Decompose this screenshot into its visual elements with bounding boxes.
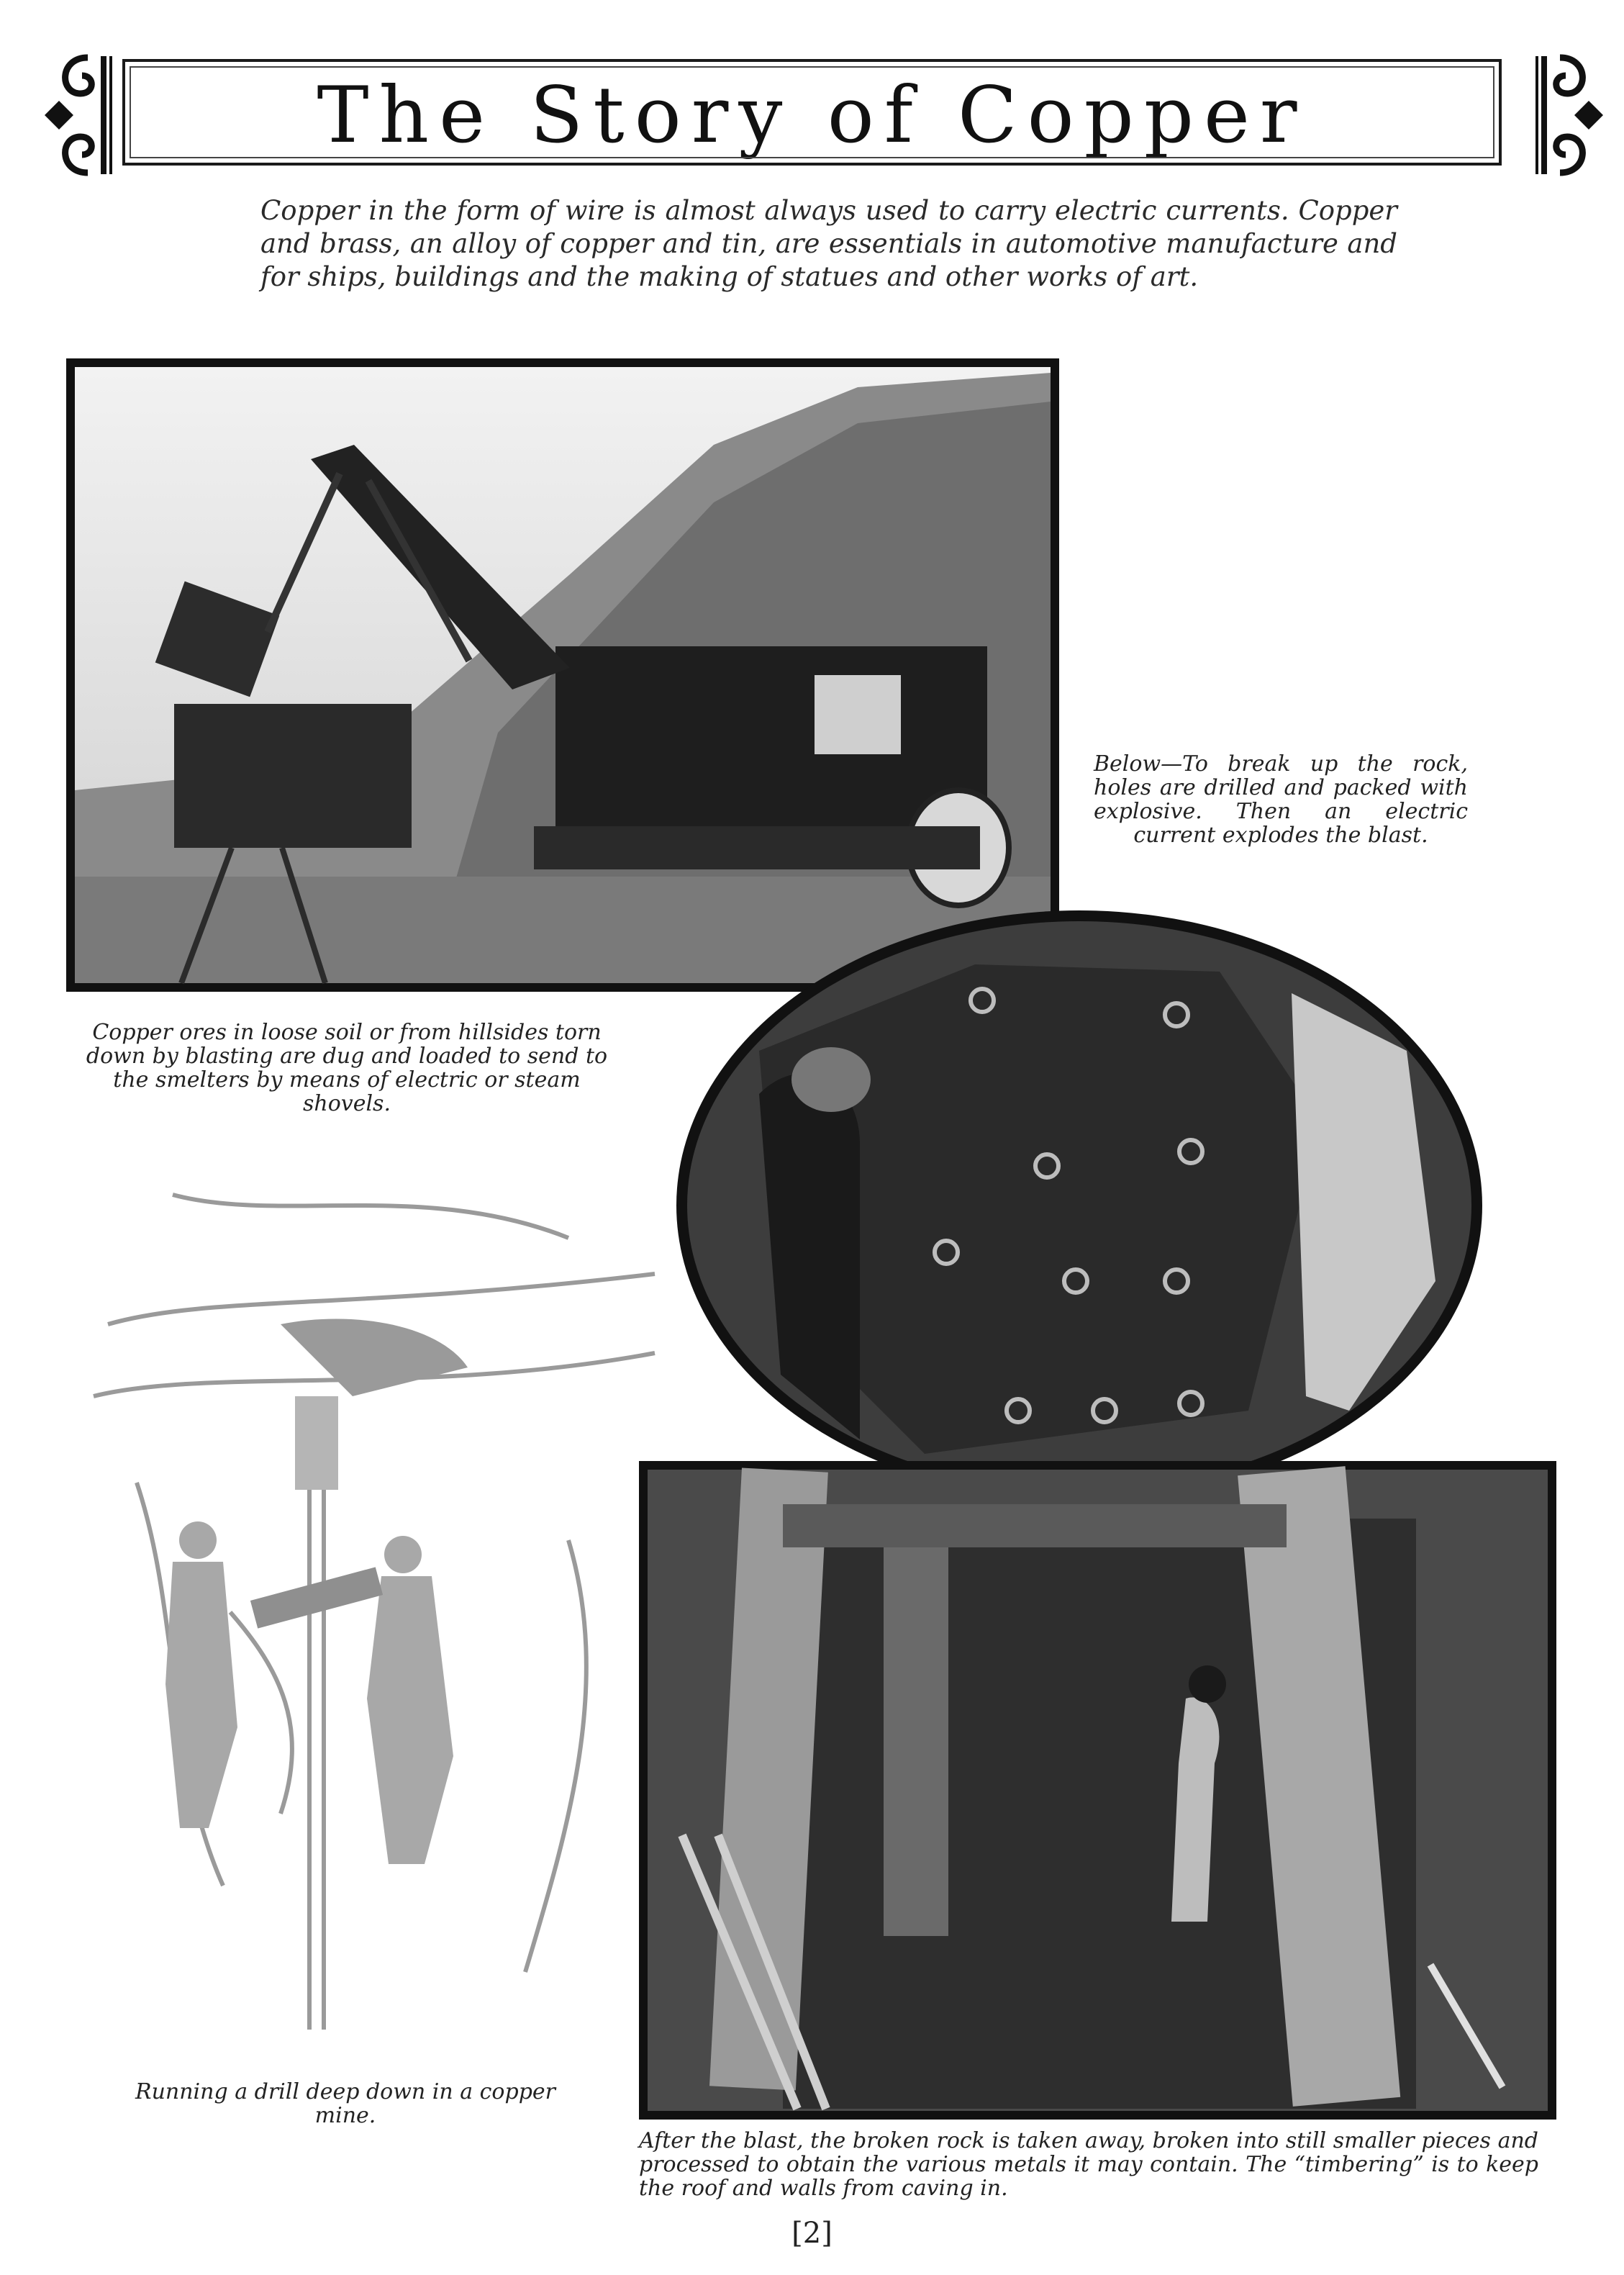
page-title: The Story of Copper bbox=[317, 71, 1307, 160]
scroll-ornament-left-icon bbox=[37, 50, 117, 180]
caption-blasting: Below—To break up the rock, holes are drilled and packed with explosive. Then an electric current explodes the blast. bbox=[1094, 751, 1468, 848]
title-frame bbox=[122, 59, 1502, 166]
steam-shovel-photo bbox=[66, 358, 1059, 992]
caption-drill: Running a drill deep down in a copper mine. bbox=[135, 2079, 555, 2128]
page-number: [2] bbox=[791, 2217, 833, 2250]
caption-steam-shovel: Copper ores in loose soil or from hillsides torn down by blasting are dug and loaded to send to the smelters by means of electric or steam shovels. bbox=[86, 1020, 608, 1116]
caption-timbering: After the blast, the broken rock is taken away, broken into still smaller pieces and processed to obtain the various metals it may contain. The “timbering” is to keep the roof and walls from caving in. bbox=[639, 2128, 1538, 2201]
timbering-photo bbox=[639, 1461, 1556, 2120]
scroll-ornament-right-icon bbox=[1531, 50, 1610, 180]
rock-face-photo bbox=[673, 907, 1486, 1504]
drill-illustration bbox=[65, 1180, 698, 2037]
intro-paragraph: Copper in the form of wire is almost always used to carry electric currents. Copper and brass, an alloy of copper and tin, are essentials in automotive manufacture and for ships, buildings and the making of statues and other works of art. bbox=[260, 195, 1397, 292]
